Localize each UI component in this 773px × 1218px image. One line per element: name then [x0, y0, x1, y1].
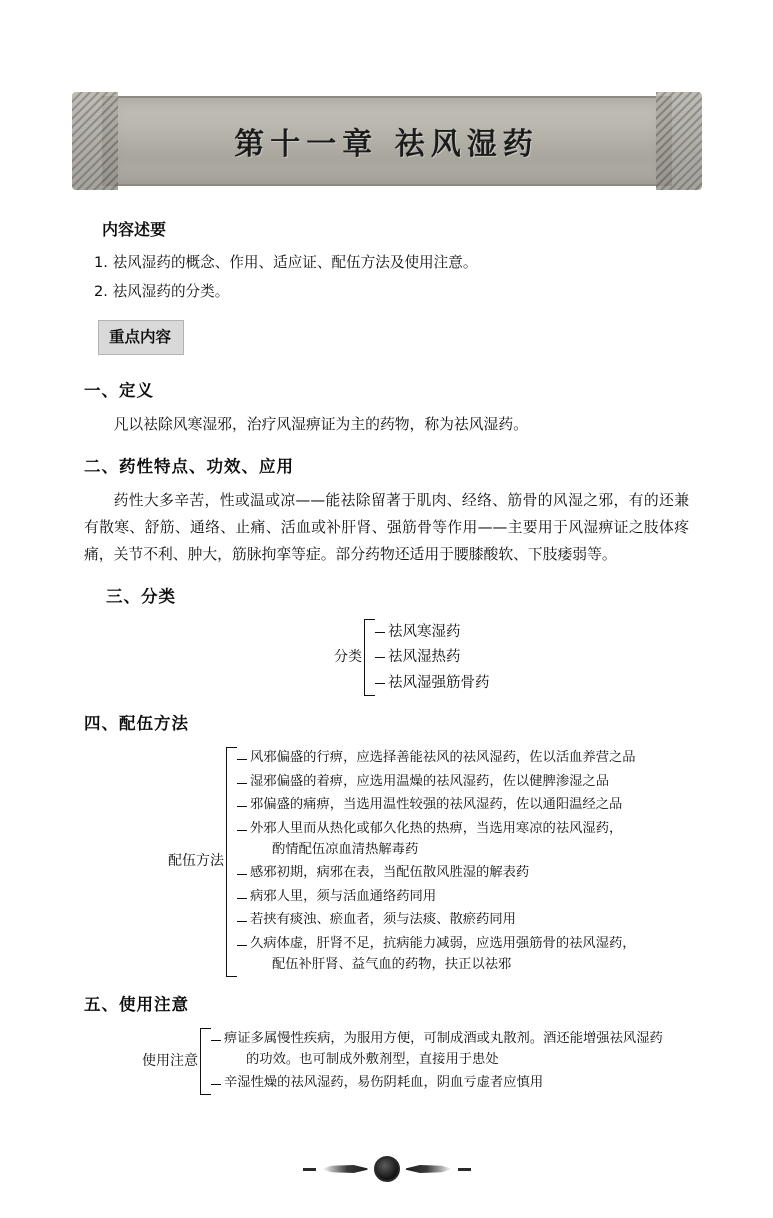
- list-item: [375, 670, 490, 695]
- classification-item-1: 祛风寒湿药: [388, 623, 461, 640]
- branch-dash-icon: [237, 759, 247, 760]
- list-item: [237, 885, 636, 909]
- classification-tree: [334, 619, 689, 695]
- properties-paragraph: 药性大多辛苦，性或温或凉——能祛除留著于肌肉、经络、筋骨的风湿之邪，有的还兼有散寒、舒筋、通络、止痛、活血或补肝肾、强筋骨等作用——主要用于风湿痹证之肢体疼痛，关节不利、肿大，筋脉拘挛等症。部分药物还适用于腰膝酸软、下肢痿弱等。: [84, 491, 689, 563]
- list-item: [211, 1072, 663, 1096]
- key-points-label: 重点内容: [98, 320, 184, 355]
- cautions-tree: [142, 1028, 689, 1096]
- chapter-title: 第十一章 祛风湿药: [234, 127, 539, 162]
- outline-label: 内容述要: [102, 220, 167, 239]
- outline-item-2: 2. 祛风湿药的分类。: [94, 282, 230, 300]
- document-page: [0, 96, 773, 1218]
- definition-text: 凡以袪除风寒湿邪，治疗风湿痹证为主的药物，称为祛风湿药。: [113, 415, 528, 433]
- list-item: [237, 794, 636, 818]
- brace-compatibility: [226, 747, 237, 977]
- list-item: [237, 747, 636, 771]
- cautions-item-2: 辛湿性燥的祛风湿药，易伤阴耗血，阴血亏虚者应慎用: [224, 1075, 544, 1091]
- cautions-root: 使用注意: [142, 1053, 198, 1070]
- compatibility-item-1: 风邪偏盛的行痹，应选择善能祛风的祛风湿药，佐以活血养营之品: [250, 750, 636, 766]
- branch-dash-icon: [237, 806, 247, 807]
- compatibility-item-2: 湿邪偏盛的着痹，应选用温燥的祛风湿药，佐以健脾渗湿之品: [250, 773, 610, 789]
- cautions-item-1-main: 痹证多属慢性疾病，为服用方便，可制成酒或丸散剂。酒还能增强祛风湿药: [224, 1031, 663, 1047]
- ornament-tick-right-icon: [458, 1168, 471, 1171]
- list-item: [375, 645, 490, 670]
- brace-classification: [364, 619, 375, 695]
- list-item: [237, 818, 636, 862]
- list-item: [211, 1028, 663, 1072]
- chapter-banner: [102, 96, 672, 186]
- compatibility-item-4-cont: 酌情配伍凉血清热解毒药: [272, 841, 419, 857]
- branch-dash-icon: [211, 1084, 221, 1085]
- compatibility-item-4-main: 外邪人里而从热化或郁久化热的热痹，当选用寒凉的祛风湿药，: [250, 821, 623, 837]
- branch-dash-icon: [375, 657, 385, 658]
- compatibility-item-3: 邪偏盛的痛痹，当选用温性较强的祛风湿药，佐以通阳温经之品: [250, 797, 623, 813]
- branch-dash-icon: [237, 874, 247, 875]
- compatibility-item-7: 若挟有痰浊、瘀血者，须与法痰、散瘀药同用: [250, 912, 516, 928]
- branch-dash-icon: [237, 921, 247, 922]
- classification-item-2: 祛风湿热药: [388, 649, 461, 666]
- section-heading-definition: 一、定义: [84, 381, 154, 401]
- compatibility-item-4: [247, 819, 622, 860]
- compatibility-item-8-main: 久病体虚，肝肾不足，抗病能力减弱，应选用强筋骨的祛风湿药，: [250, 936, 636, 952]
- brace-cautions: [200, 1028, 211, 1096]
- section-heading-compatibility: 四、配伍方法: [84, 713, 189, 733]
- section-heading-classification: 三、分类: [106, 586, 176, 606]
- section-heading-properties: 二、药性特点、功效、应用: [84, 456, 294, 476]
- compatibility-root: 配伍方法: [168, 853, 224, 870]
- compatibility-item-8: [247, 934, 636, 975]
- ornament-wing-right-icon: [406, 1164, 452, 1174]
- list-item: [237, 933, 636, 977]
- branch-dash-icon: [237, 898, 247, 899]
- branch-dash-icon: [211, 1040, 221, 1041]
- branch-dash-icon: [237, 945, 247, 946]
- list-item: [237, 770, 636, 794]
- list-item: [237, 862, 636, 886]
- compatibility-item-5: 感邪初期，病邪在表，当配伍散风胜湿的解表药: [250, 865, 530, 881]
- list-item: [237, 909, 636, 933]
- page-content: [84, 216, 689, 1095]
- cautions-item-1-cont: 的功效。也可制成外敷剂型，直接用于患处: [246, 1051, 499, 1067]
- branch-dash-icon: [375, 632, 385, 633]
- list-item: [375, 619, 490, 644]
- footer-ornament: [0, 1156, 773, 1182]
- cautions-item-1: [221, 1029, 663, 1070]
- classification-root: 分类: [334, 649, 362, 666]
- branch-dash-icon: [237, 783, 247, 784]
- branch-dash-icon: [375, 683, 385, 684]
- compatibility-item-8-cont: 配伍补肝肾、益气血的药物，扶正以祛邪: [272, 956, 512, 972]
- ornament-dot-icon: [374, 1156, 400, 1182]
- ornament-tick-left-icon: [303, 1168, 316, 1171]
- outline-item-1: 1. 祛风湿药的概念、作用、适应证、配伍方法及使用注意。: [94, 254, 478, 271]
- branch-dash-icon: [237, 830, 247, 831]
- compatibility-item-6: 病邪人里，须与活血通络药同用: [250, 888, 437, 904]
- section-heading-cautions: 五、使用注意: [84, 994, 189, 1014]
- ornament-wing-left-icon: [322, 1164, 368, 1174]
- classification-item-3: 祛风湿强筋骨药: [388, 674, 490, 691]
- compatibility-tree: [168, 747, 689, 977]
